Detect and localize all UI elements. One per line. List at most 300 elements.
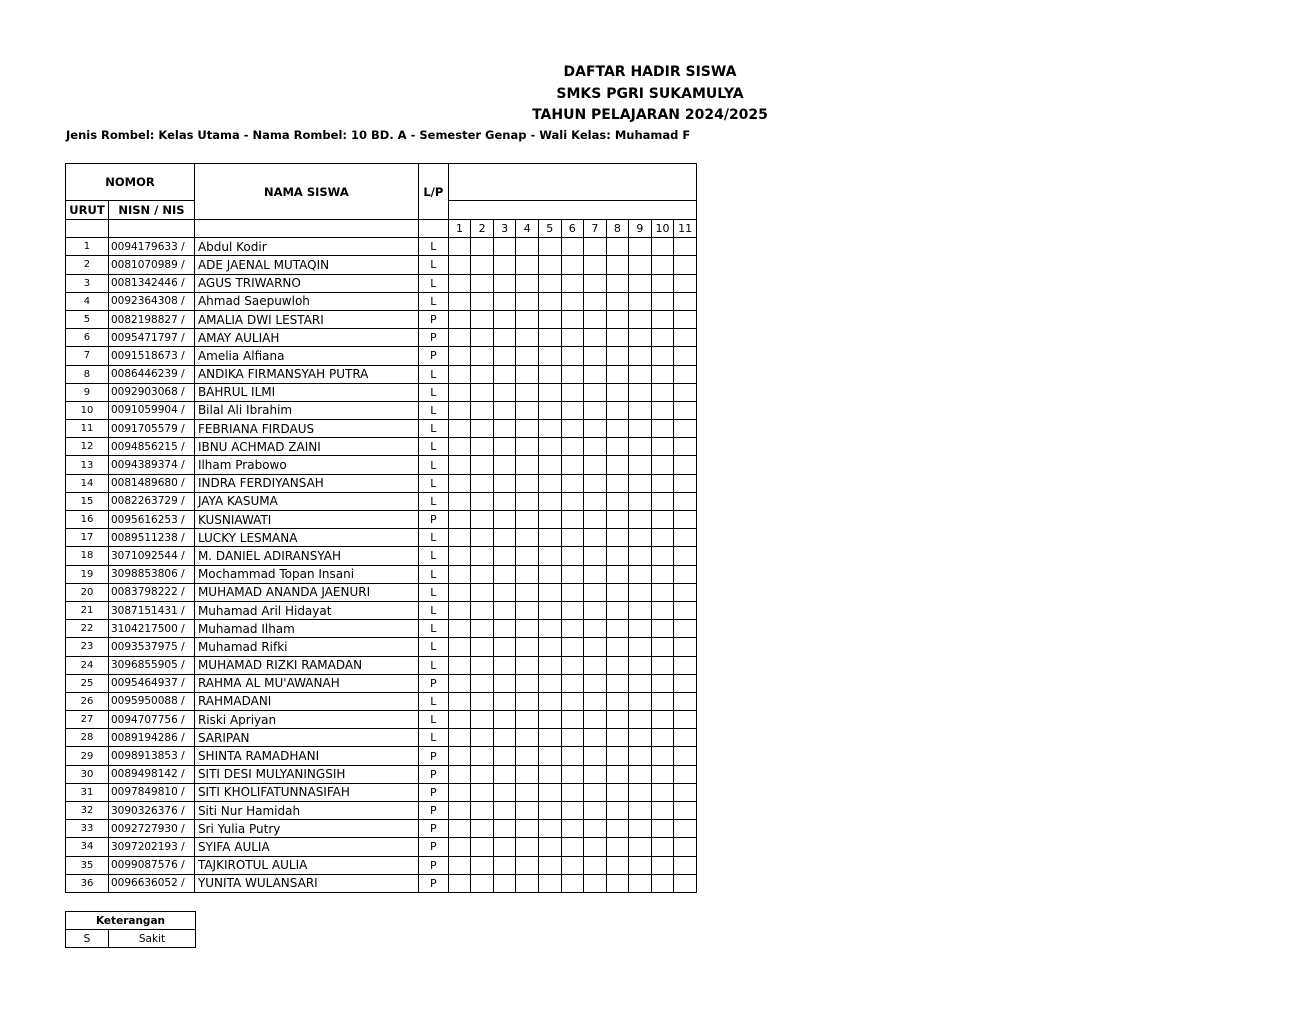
attendance-cell[interactable] <box>606 292 629 310</box>
attendance-cell[interactable] <box>651 420 674 438</box>
attendance-cell[interactable] <box>606 511 629 529</box>
attendance-cell[interactable] <box>674 292 697 310</box>
attendance-cell[interactable] <box>448 802 471 820</box>
attendance-cell[interactable] <box>561 601 584 619</box>
attendance-cell[interactable] <box>538 383 561 401</box>
attendance-cell[interactable] <box>561 820 584 838</box>
attendance-cell[interactable] <box>584 838 607 856</box>
attendance-cell[interactable] <box>674 747 697 765</box>
attendance-cell[interactable] <box>493 656 516 674</box>
attendance-cell[interactable] <box>538 674 561 692</box>
attendance-cell[interactable] <box>493 292 516 310</box>
attendance-cell[interactable] <box>471 310 494 328</box>
attendance-cell[interactable] <box>448 347 471 365</box>
attendance-cell[interactable] <box>674 565 697 583</box>
attendance-cell[interactable] <box>448 511 471 529</box>
attendance-cell[interactable] <box>561 838 584 856</box>
attendance-cell[interactable] <box>651 529 674 547</box>
attendance-cell[interactable] <box>493 474 516 492</box>
attendance-cell[interactable] <box>448 820 471 838</box>
attendance-cell[interactable] <box>448 765 471 783</box>
attendance-cell[interactable] <box>629 692 652 710</box>
attendance-cell[interactable] <box>448 711 471 729</box>
attendance-cell[interactable] <box>606 438 629 456</box>
attendance-cell[interactable] <box>538 310 561 328</box>
attendance-cell[interactable] <box>606 474 629 492</box>
attendance-cell[interactable] <box>629 856 652 874</box>
attendance-cell[interactable] <box>448 583 471 601</box>
attendance-cell[interactable] <box>471 820 494 838</box>
attendance-cell[interactable] <box>606 729 629 747</box>
attendance-cell[interactable] <box>538 420 561 438</box>
attendance-cell[interactable] <box>606 565 629 583</box>
attendance-cell[interactable] <box>471 620 494 638</box>
attendance-cell[interactable] <box>471 292 494 310</box>
attendance-cell[interactable] <box>584 256 607 274</box>
attendance-cell[interactable] <box>471 329 494 347</box>
attendance-cell[interactable] <box>471 711 494 729</box>
attendance-cell[interactable] <box>606 456 629 474</box>
attendance-cell[interactable] <box>516 292 539 310</box>
attendance-cell[interactable] <box>629 838 652 856</box>
attendance-cell[interactable] <box>584 729 607 747</box>
attendance-cell[interactable] <box>516 401 539 419</box>
attendance-cell[interactable] <box>629 238 652 256</box>
attendance-cell[interactable] <box>538 765 561 783</box>
attendance-cell[interactable] <box>516 420 539 438</box>
attendance-cell[interactable] <box>516 802 539 820</box>
attendance-cell[interactable] <box>629 256 652 274</box>
attendance-cell[interactable] <box>584 238 607 256</box>
attendance-cell[interactable] <box>561 747 584 765</box>
attendance-cell[interactable] <box>674 620 697 638</box>
attendance-cell[interactable] <box>471 601 494 619</box>
attendance-cell[interactable] <box>606 365 629 383</box>
attendance-cell[interactable] <box>584 565 607 583</box>
attendance-cell[interactable] <box>584 383 607 401</box>
attendance-cell[interactable] <box>493 692 516 710</box>
attendance-cell[interactable] <box>516 238 539 256</box>
attendance-cell[interactable] <box>448 856 471 874</box>
attendance-cell[interactable] <box>674 783 697 801</box>
attendance-cell[interactable] <box>561 438 584 456</box>
attendance-cell[interactable] <box>471 674 494 692</box>
attendance-cell[interactable] <box>651 274 674 292</box>
attendance-cell[interactable] <box>651 802 674 820</box>
attendance-cell[interactable] <box>629 783 652 801</box>
attendance-cell[interactable] <box>651 565 674 583</box>
attendance-cell[interactable] <box>471 383 494 401</box>
attendance-cell[interactable] <box>448 565 471 583</box>
attendance-cell[interactable] <box>516 456 539 474</box>
attendance-cell[interactable] <box>584 674 607 692</box>
attendance-cell[interactable] <box>651 365 674 383</box>
attendance-cell[interactable] <box>606 420 629 438</box>
attendance-cell[interactable] <box>448 783 471 801</box>
attendance-cell[interactable] <box>651 856 674 874</box>
attendance-cell[interactable] <box>561 856 584 874</box>
attendance-cell[interactable] <box>629 656 652 674</box>
attendance-cell[interactable] <box>561 329 584 347</box>
attendance-cell[interactable] <box>538 729 561 747</box>
attendance-cell[interactable] <box>538 838 561 856</box>
attendance-cell[interactable] <box>493 601 516 619</box>
attendance-cell[interactable] <box>516 729 539 747</box>
attendance-cell[interactable] <box>561 492 584 510</box>
attendance-cell[interactable] <box>674 438 697 456</box>
attendance-cell[interactable] <box>516 620 539 638</box>
attendance-cell[interactable] <box>538 620 561 638</box>
attendance-cell[interactable] <box>493 820 516 838</box>
attendance-cell[interactable] <box>651 638 674 656</box>
attendance-cell[interactable] <box>674 529 697 547</box>
attendance-cell[interactable] <box>561 256 584 274</box>
attendance-cell[interactable] <box>493 583 516 601</box>
attendance-cell[interactable] <box>516 765 539 783</box>
attendance-cell[interactable] <box>606 383 629 401</box>
attendance-cell[interactable] <box>561 783 584 801</box>
attendance-cell[interactable] <box>651 329 674 347</box>
attendance-cell[interactable] <box>516 274 539 292</box>
attendance-cell[interactable] <box>561 711 584 729</box>
attendance-cell[interactable] <box>448 692 471 710</box>
attendance-cell[interactable] <box>538 256 561 274</box>
attendance-cell[interactable] <box>538 474 561 492</box>
attendance-cell[interactable] <box>516 583 539 601</box>
attendance-cell[interactable] <box>606 765 629 783</box>
attendance-cell[interactable] <box>629 747 652 765</box>
attendance-cell[interactable] <box>584 401 607 419</box>
attendance-cell[interactable] <box>584 329 607 347</box>
attendance-cell[interactable] <box>606 310 629 328</box>
attendance-cell[interactable] <box>651 729 674 747</box>
attendance-cell[interactable] <box>674 638 697 656</box>
attendance-cell[interactable] <box>493 347 516 365</box>
attendance-cell[interactable] <box>516 856 539 874</box>
attendance-cell[interactable] <box>538 856 561 874</box>
attendance-cell[interactable] <box>651 238 674 256</box>
attendance-cell[interactable] <box>651 383 674 401</box>
attendance-cell[interactable] <box>584 747 607 765</box>
attendance-cell[interactable] <box>448 547 471 565</box>
attendance-cell[interactable] <box>674 310 697 328</box>
attendance-cell[interactable] <box>674 456 697 474</box>
attendance-cell[interactable] <box>629 583 652 601</box>
attendance-cell[interactable] <box>561 292 584 310</box>
attendance-cell[interactable] <box>651 820 674 838</box>
attendance-cell[interactable] <box>674 838 697 856</box>
attendance-cell[interactable] <box>471 401 494 419</box>
attendance-cell[interactable] <box>538 456 561 474</box>
attendance-cell[interactable] <box>538 238 561 256</box>
attendance-cell[interactable] <box>674 674 697 692</box>
attendance-cell[interactable] <box>471 656 494 674</box>
attendance-cell[interactable] <box>629 729 652 747</box>
attendance-cell[interactable] <box>629 874 652 892</box>
attendance-cell[interactable] <box>629 820 652 838</box>
attendance-cell[interactable] <box>606 711 629 729</box>
attendance-cell[interactable] <box>629 765 652 783</box>
attendance-cell[interactable] <box>674 347 697 365</box>
attendance-cell[interactable] <box>493 420 516 438</box>
attendance-cell[interactable] <box>674 729 697 747</box>
attendance-cell[interactable] <box>674 820 697 838</box>
attendance-cell[interactable] <box>471 474 494 492</box>
attendance-cell[interactable] <box>584 310 607 328</box>
attendance-cell[interactable] <box>584 711 607 729</box>
attendance-cell[interactable] <box>561 765 584 783</box>
attendance-cell[interactable] <box>606 620 629 638</box>
attendance-cell[interactable] <box>493 511 516 529</box>
attendance-cell[interactable] <box>516 674 539 692</box>
attendance-cell[interactable] <box>674 420 697 438</box>
attendance-cell[interactable] <box>448 492 471 510</box>
attendance-cell[interactable] <box>584 692 607 710</box>
attendance-cell[interactable] <box>584 620 607 638</box>
attendance-cell[interactable] <box>516 365 539 383</box>
attendance-cell[interactable] <box>629 492 652 510</box>
attendance-cell[interactable] <box>606 401 629 419</box>
attendance-cell[interactable] <box>516 492 539 510</box>
attendance-cell[interactable] <box>471 692 494 710</box>
attendance-cell[interactable] <box>493 492 516 510</box>
attendance-cell[interactable] <box>471 638 494 656</box>
attendance-cell[interactable] <box>629 292 652 310</box>
attendance-cell[interactable] <box>584 292 607 310</box>
attendance-cell[interactable] <box>493 565 516 583</box>
attendance-cell[interactable] <box>561 547 584 565</box>
attendance-cell[interactable] <box>516 329 539 347</box>
attendance-cell[interactable] <box>674 601 697 619</box>
attendance-cell[interactable] <box>538 656 561 674</box>
attendance-cell[interactable] <box>629 565 652 583</box>
attendance-cell[interactable] <box>606 874 629 892</box>
attendance-cell[interactable] <box>629 620 652 638</box>
attendance-cell[interactable] <box>493 438 516 456</box>
attendance-cell[interactable] <box>561 874 584 892</box>
attendance-cell[interactable] <box>471 365 494 383</box>
attendance-cell[interactable] <box>674 874 697 892</box>
attendance-cell[interactable] <box>538 329 561 347</box>
attendance-cell[interactable] <box>674 765 697 783</box>
attendance-cell[interactable] <box>561 802 584 820</box>
attendance-cell[interactable] <box>629 456 652 474</box>
attendance-cell[interactable] <box>651 401 674 419</box>
attendance-cell[interactable] <box>584 783 607 801</box>
attendance-cell[interactable] <box>561 729 584 747</box>
attendance-cell[interactable] <box>471 547 494 565</box>
attendance-cell[interactable] <box>538 802 561 820</box>
attendance-cell[interactable] <box>584 492 607 510</box>
attendance-cell[interactable] <box>561 420 584 438</box>
attendance-cell[interactable] <box>674 365 697 383</box>
attendance-cell[interactable] <box>606 583 629 601</box>
attendance-cell[interactable] <box>471 456 494 474</box>
attendance-cell[interactable] <box>448 474 471 492</box>
attendance-cell[interactable] <box>651 256 674 274</box>
attendance-cell[interactable] <box>606 547 629 565</box>
attendance-cell[interactable] <box>584 638 607 656</box>
attendance-cell[interactable] <box>471 347 494 365</box>
attendance-cell[interactable] <box>471 838 494 856</box>
attendance-cell[interactable] <box>538 347 561 365</box>
attendance-cell[interactable] <box>561 383 584 401</box>
attendance-cell[interactable] <box>493 638 516 656</box>
attendance-cell[interactable] <box>584 347 607 365</box>
attendance-cell[interactable] <box>674 238 697 256</box>
attendance-cell[interactable] <box>538 601 561 619</box>
attendance-cell[interactable] <box>584 456 607 474</box>
attendance-cell[interactable] <box>629 547 652 565</box>
attendance-cell[interactable] <box>629 638 652 656</box>
attendance-cell[interactable] <box>674 856 697 874</box>
attendance-cell[interactable] <box>516 565 539 583</box>
attendance-cell[interactable] <box>561 583 584 601</box>
attendance-cell[interactable] <box>651 747 674 765</box>
attendance-cell[interactable] <box>651 601 674 619</box>
attendance-cell[interactable] <box>606 692 629 710</box>
attendance-cell[interactable] <box>651 656 674 674</box>
attendance-cell[interactable] <box>516 438 539 456</box>
attendance-cell[interactable] <box>651 310 674 328</box>
attendance-cell[interactable] <box>651 874 674 892</box>
attendance-cell[interactable] <box>493 711 516 729</box>
attendance-cell[interactable] <box>629 438 652 456</box>
attendance-cell[interactable] <box>493 874 516 892</box>
attendance-cell[interactable] <box>448 256 471 274</box>
attendance-cell[interactable] <box>651 438 674 456</box>
attendance-cell[interactable] <box>471 765 494 783</box>
attendance-cell[interactable] <box>538 638 561 656</box>
attendance-cell[interactable] <box>448 365 471 383</box>
attendance-cell[interactable] <box>493 456 516 474</box>
attendance-cell[interactable] <box>561 310 584 328</box>
attendance-cell[interactable] <box>538 565 561 583</box>
attendance-cell[interactable] <box>606 601 629 619</box>
attendance-cell[interactable] <box>516 838 539 856</box>
attendance-cell[interactable] <box>674 492 697 510</box>
attendance-cell[interactable] <box>584 547 607 565</box>
attendance-cell[interactable] <box>674 711 697 729</box>
attendance-cell[interactable] <box>651 292 674 310</box>
attendance-cell[interactable] <box>606 838 629 856</box>
attendance-cell[interactable] <box>516 783 539 801</box>
attendance-cell[interactable] <box>674 692 697 710</box>
attendance-cell[interactable] <box>584 601 607 619</box>
attendance-cell[interactable] <box>606 238 629 256</box>
attendance-cell[interactable] <box>561 511 584 529</box>
attendance-cell[interactable] <box>516 256 539 274</box>
attendance-cell[interactable] <box>651 492 674 510</box>
attendance-cell[interactable] <box>651 783 674 801</box>
attendance-cell[interactable] <box>629 674 652 692</box>
attendance-cell[interactable] <box>629 383 652 401</box>
attendance-cell[interactable] <box>606 329 629 347</box>
attendance-cell[interactable] <box>448 620 471 638</box>
attendance-cell[interactable] <box>448 747 471 765</box>
attendance-cell[interactable] <box>629 274 652 292</box>
attendance-cell[interactable] <box>629 511 652 529</box>
attendance-cell[interactable] <box>651 456 674 474</box>
attendance-cell[interactable] <box>561 347 584 365</box>
attendance-cell[interactable] <box>493 401 516 419</box>
attendance-cell[interactable] <box>538 292 561 310</box>
attendance-cell[interactable] <box>584 874 607 892</box>
attendance-cell[interactable] <box>674 656 697 674</box>
attendance-cell[interactable] <box>674 583 697 601</box>
attendance-cell[interactable] <box>493 383 516 401</box>
attendance-cell[interactable] <box>471 856 494 874</box>
attendance-cell[interactable] <box>493 747 516 765</box>
attendance-cell[interactable] <box>516 347 539 365</box>
attendance-cell[interactable] <box>493 856 516 874</box>
attendance-cell[interactable] <box>493 765 516 783</box>
attendance-cell[interactable] <box>448 238 471 256</box>
attendance-cell[interactable] <box>538 783 561 801</box>
attendance-cell[interactable] <box>516 874 539 892</box>
attendance-cell[interactable] <box>561 456 584 474</box>
attendance-cell[interactable] <box>516 601 539 619</box>
attendance-cell[interactable] <box>538 511 561 529</box>
attendance-cell[interactable] <box>448 674 471 692</box>
attendance-cell[interactable] <box>448 310 471 328</box>
attendance-cell[interactable] <box>538 438 561 456</box>
attendance-cell[interactable] <box>471 783 494 801</box>
attendance-cell[interactable] <box>471 420 494 438</box>
attendance-cell[interactable] <box>493 365 516 383</box>
attendance-cell[interactable] <box>471 874 494 892</box>
attendance-cell[interactable] <box>629 529 652 547</box>
attendance-cell[interactable] <box>674 511 697 529</box>
attendance-cell[interactable] <box>584 802 607 820</box>
attendance-cell[interactable] <box>448 383 471 401</box>
attendance-cell[interactable] <box>516 747 539 765</box>
attendance-cell[interactable] <box>538 692 561 710</box>
attendance-cell[interactable] <box>471 729 494 747</box>
attendance-cell[interactable] <box>538 492 561 510</box>
attendance-cell[interactable] <box>606 256 629 274</box>
attendance-cell[interactable] <box>584 274 607 292</box>
attendance-cell[interactable] <box>448 456 471 474</box>
attendance-cell[interactable] <box>606 820 629 838</box>
attendance-cell[interactable] <box>674 802 697 820</box>
attendance-cell[interactable] <box>629 401 652 419</box>
attendance-cell[interactable] <box>538 747 561 765</box>
attendance-cell[interactable] <box>471 529 494 547</box>
attendance-cell[interactable] <box>584 529 607 547</box>
attendance-cell[interactable] <box>516 310 539 328</box>
attendance-cell[interactable] <box>538 529 561 547</box>
attendance-cell[interactable] <box>561 274 584 292</box>
attendance-cell[interactable] <box>606 638 629 656</box>
attendance-cell[interactable] <box>674 274 697 292</box>
attendance-cell[interactable] <box>538 820 561 838</box>
attendance-cell[interactable] <box>516 820 539 838</box>
attendance-cell[interactable] <box>651 511 674 529</box>
attendance-cell[interactable] <box>471 438 494 456</box>
attendance-cell[interactable] <box>493 620 516 638</box>
attendance-cell[interactable] <box>651 547 674 565</box>
attendance-cell[interactable] <box>493 529 516 547</box>
attendance-cell[interactable] <box>629 802 652 820</box>
attendance-cell[interactable] <box>561 565 584 583</box>
attendance-cell[interactable] <box>651 474 674 492</box>
attendance-cell[interactable] <box>584 656 607 674</box>
attendance-cell[interactable] <box>584 438 607 456</box>
attendance-cell[interactable] <box>629 310 652 328</box>
attendance-cell[interactable] <box>561 620 584 638</box>
attendance-cell[interactable] <box>561 638 584 656</box>
